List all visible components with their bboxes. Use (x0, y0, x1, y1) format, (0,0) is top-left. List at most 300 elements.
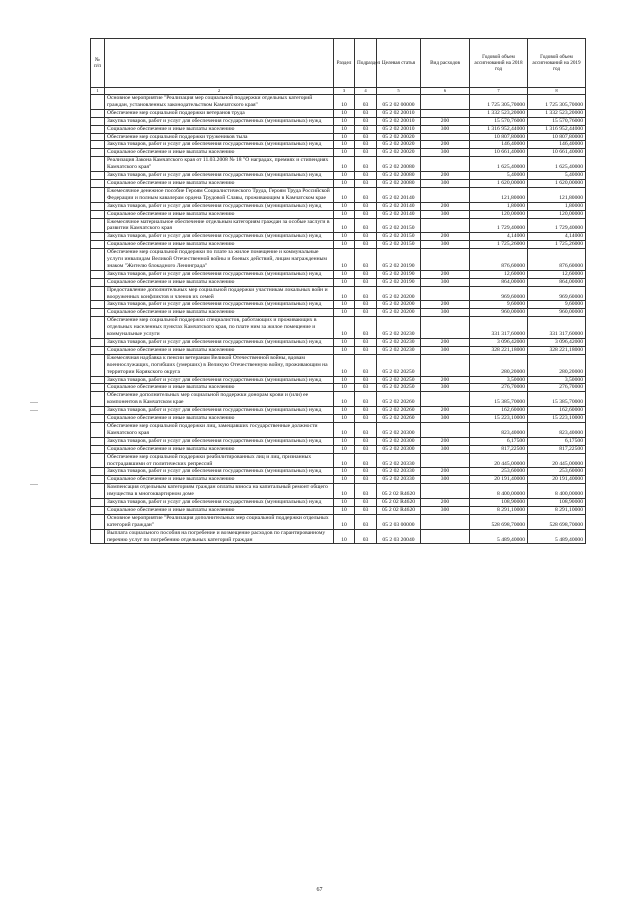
row-num-cell (91, 346, 105, 354)
row-name-cell: Ежемесячное материальное обеспечение отдельным категориям граждан за особые заслуги в развитии Камчатского края (105, 218, 334, 233)
row-num-cell (91, 270, 105, 278)
row-razdel-cell: 10 (334, 117, 355, 125)
row-podrazdel-cell: 03 (355, 384, 377, 392)
row-2018-amount-cell: 108,90000 (470, 499, 528, 507)
row-2018-amount-cell: 4,14000 (470, 233, 528, 241)
row-2019-amount-cell: 8 291,10000 (528, 506, 586, 514)
row-2018-amount-cell: 253,60000 (470, 468, 528, 476)
row-2018-amount-cell: 1 332 523,20000 (470, 109, 528, 117)
row-razdel-cell: 10 (334, 149, 355, 157)
row-target-article-cell: 05 2 02 20080 (377, 172, 421, 180)
row-2018-amount-cell: 10 661,40000 (470, 149, 528, 157)
row-2019-amount-cell: 15 223,10000 (528, 415, 586, 423)
row-expense-type-cell: 300 (421, 476, 470, 484)
row-razdel-cell: 10 (334, 157, 355, 172)
row-razdel-cell: 10 (334, 453, 355, 468)
row-razdel-cell: 10 (334, 476, 355, 484)
row-podrazdel-cell: 03 (355, 172, 377, 180)
row-expense-type-cell (421, 529, 470, 544)
row-expense-type-cell: 300 (421, 309, 470, 317)
row-name-cell: Социальное обеспечение и иные выплаты населению (105, 506, 334, 514)
row-num-cell (91, 376, 105, 384)
table-row (91, 415, 586, 423)
row-expense-type-cell (421, 157, 470, 172)
row-target-article-cell: 05 2 02 20010 (377, 125, 421, 133)
row-expense-type-cell (421, 109, 470, 117)
row-target-article-cell: 05 2 02 20150 (377, 233, 421, 241)
table-row (91, 210, 586, 218)
row-expense-type-cell: 200 (421, 339, 470, 347)
row-podrazdel-cell: 03 (355, 241, 377, 249)
row-razdel-cell: 10 (334, 354, 355, 376)
row-target-article-cell: 05 2 02 20300 (377, 437, 421, 445)
row-target-article-cell: 05 2 02 20190 (377, 278, 421, 286)
column-index: 3 (334, 88, 355, 95)
row-2019-amount-cell: 1 332 523,20000 (528, 109, 586, 117)
row-target-article-cell: 05 2 02 20300 (377, 445, 421, 453)
row-2018-amount-cell: 960,00000 (470, 309, 528, 317)
row-2019-amount-cell: 162,60000 (528, 407, 586, 415)
row-2019-amount-cell: 121,80000 (528, 187, 586, 202)
row-name-cell: Закупка товаров, работ и услуг для обеспечения государственных (муниципальных) нужд (105, 117, 334, 125)
row-num-cell (91, 468, 105, 476)
table-row (91, 384, 586, 392)
row-name-cell: Закупка товаров, работ и услуг для обеспечения государственных (муниципальных) нужд (105, 233, 334, 241)
row-2018-amount-cell: 969,60000 (470, 286, 528, 301)
row-podrazdel-cell: 03 (355, 218, 377, 233)
row-podrazdel-cell: 03 (355, 301, 377, 309)
row-expense-type-cell: 300 (421, 384, 470, 392)
row-name-cell: Закупка товаров, работ и услуг для обеспечения государственных (муниципальных) нужд (105, 376, 334, 384)
row-podrazdel-cell: 03 (355, 179, 377, 187)
row-name-cell: Социальное обеспечение и иные выплаты населению (105, 149, 334, 157)
row-razdel-cell: 10 (334, 339, 355, 347)
row-num-cell (91, 218, 105, 233)
row-razdel-cell: 10 (334, 506, 355, 514)
column-index: 6 (421, 88, 470, 95)
table-row (91, 437, 586, 445)
row-2018-amount-cell: 20 191,40000 (470, 476, 528, 484)
row-num-cell (91, 514, 105, 529)
row-2019-amount-cell: 3,50000 (528, 376, 586, 384)
margin-mark (30, 484, 38, 485)
row-name-cell: Социальное обеспечение и иные выплаты населению (105, 309, 334, 317)
row-2019-amount-cell: 4,14000 (528, 233, 586, 241)
row-2018-amount-cell: 1 725 305,70000 (470, 95, 528, 110)
header-year-2018: Годовой объем ассигнований на 2018 год (470, 39, 528, 88)
row-num-cell (91, 210, 105, 218)
row-num-cell (91, 384, 105, 392)
row-podrazdel-cell: 03 (355, 529, 377, 544)
row-razdel-cell: 10 (334, 309, 355, 317)
table-row (91, 468, 586, 476)
row-2019-amount-cell: 20 445,00000 (528, 453, 586, 468)
row-razdel-cell: 10 (334, 286, 355, 301)
row-target-article-cell: 05 2 02 20150 (377, 241, 421, 249)
row-podrazdel-cell: 03 (355, 95, 377, 110)
row-2019-amount-cell: 108,90000 (528, 499, 586, 507)
row-2018-amount-cell: 10 807,80000 (470, 133, 528, 141)
row-expense-type-cell: 200 (421, 202, 470, 210)
row-2018-amount-cell: 528 698,70000 (470, 514, 528, 529)
row-2019-amount-cell: 120,00000 (528, 210, 586, 218)
row-name-cell: Обеспечение мер социальной поддержки тружеников тыла (105, 133, 334, 141)
row-name-cell: Социальное обеспечение и иные выплаты населению (105, 210, 334, 218)
table-row (91, 529, 586, 544)
row-name-cell: Обеспечение мер социальной поддержки по плате за жилое помещение и коммунальные услуги инвалидам Великой Отечественной войны и боевых действий, лицам награжденным знаком "Жителю блокадного Ленинграда" (105, 249, 334, 271)
row-2018-amount-cell: 876,60000 (470, 249, 528, 271)
row-2019-amount-cell: 253,60000 (528, 468, 586, 476)
row-2018-amount-cell: 1 316 952,44000 (470, 125, 528, 133)
row-2019-amount-cell: 1 729,40000 (528, 218, 586, 233)
row-expense-type-cell (421, 422, 470, 437)
table-row (91, 233, 586, 241)
row-2018-amount-cell: 8 291,10000 (470, 506, 528, 514)
row-razdel-cell: 10 (334, 95, 355, 110)
row-target-article-cell: 05 2 02 00000 (377, 95, 421, 110)
row-target-article-cell: 05 2 02 20140 (377, 187, 421, 202)
row-target-article-cell: 05 2 02 20330 (377, 468, 421, 476)
row-expense-type-cell: 200 (421, 270, 470, 278)
row-razdel-cell: 10 (334, 233, 355, 241)
header-year-2019: Годовой объем ассигнований на 2019 год (528, 39, 586, 88)
row-2018-amount-cell: 120,00000 (470, 210, 528, 218)
row-expense-type-cell: 300 (421, 506, 470, 514)
table-row (91, 202, 586, 210)
row-target-article-cell: 05 2 02 20260 (377, 407, 421, 415)
row-podrazdel-cell: 03 (355, 445, 377, 453)
row-2018-amount-cell: 20 445,00000 (470, 453, 528, 468)
row-2019-amount-cell: 1 725,26000 (528, 241, 586, 249)
row-target-article-cell: 05 2 02 20190 (377, 270, 421, 278)
row-name-cell: Закупка товаров, работ и услуг для обеспечения государственных (муниципальных) нужд (105, 468, 334, 476)
row-expense-type-cell: 300 (421, 346, 470, 354)
table-row (91, 157, 586, 172)
table-row (91, 270, 586, 278)
table-row (91, 506, 586, 514)
table-row (91, 278, 586, 286)
row-2019-amount-cell: 15 385,70000 (528, 392, 586, 407)
row-podrazdel-cell: 03 (355, 109, 377, 117)
row-razdel-cell: 10 (334, 202, 355, 210)
table-row (91, 453, 586, 468)
row-num-cell (91, 317, 105, 339)
row-podrazdel-cell: 03 (355, 210, 377, 218)
row-2019-amount-cell: 146,40000 (528, 141, 586, 149)
row-name-cell: Закупка товаров, работ и услуг для обеспечения государственных (муниципальных) нужд (105, 202, 334, 210)
row-target-article-cell: 05 2 02 20020 (377, 133, 421, 141)
row-podrazdel-cell: 03 (355, 339, 377, 347)
row-expense-type-cell: 200 (421, 301, 470, 309)
row-expense-type-cell (421, 133, 470, 141)
row-expense-type-cell (421, 453, 470, 468)
table-row (91, 407, 586, 415)
row-name-cell: Закупка товаров, работ и услуг для обеспечения государственных (муниципальных) нужд (105, 339, 334, 347)
row-razdel-cell: 10 (334, 376, 355, 384)
row-target-article-cell: 05 2 02 20020 (377, 149, 421, 157)
row-num-cell (91, 202, 105, 210)
table-row (91, 286, 586, 301)
row-2019-amount-cell: 328 221,18000 (528, 346, 586, 354)
table-row (91, 484, 586, 499)
row-2018-amount-cell: 5 489,40000 (470, 529, 528, 544)
row-2019-amount-cell: 5,40000 (528, 172, 586, 180)
row-expense-type-cell: 300 (421, 179, 470, 187)
row-podrazdel-cell: 03 (355, 157, 377, 172)
table-row (91, 141, 586, 149)
row-podrazdel-cell: 03 (355, 125, 377, 133)
row-name-cell: Социальное обеспечение и иные выплаты населению (105, 278, 334, 286)
row-2019-amount-cell: 969,60000 (528, 286, 586, 301)
row-name-cell: Социальное обеспечение и иные выплаты населению (105, 415, 334, 423)
row-num-cell (91, 172, 105, 180)
row-2018-amount-cell: 1 620,00000 (470, 179, 528, 187)
row-name-cell: Закупка товаров, работ и услуг для обеспечения государственных (муниципальных) нужд (105, 172, 334, 180)
row-razdel-cell: 10 (334, 499, 355, 507)
row-num-cell (91, 179, 105, 187)
row-2018-amount-cell: 121,80000 (470, 187, 528, 202)
table-body (91, 95, 586, 544)
row-podrazdel-cell: 03 (355, 415, 377, 423)
row-name-cell: Ежемесячное денежное пособие Героям Социалистического Труда, Героям Труда Российской Федерации и полным кавалерам ордена Трудовой Славы, проживающим в Камчатском крае (105, 187, 334, 202)
row-num-cell (91, 309, 105, 317)
column-index: 5 (377, 88, 421, 95)
column-index: 8 (528, 88, 586, 95)
table-row (91, 346, 586, 354)
table-row (91, 445, 586, 453)
row-target-article-cell: 05 2 02 R4620 (377, 499, 421, 507)
row-num-cell (91, 415, 105, 423)
row-name-cell: Социальное обеспечение и иные выплаты населению (105, 346, 334, 354)
row-2019-amount-cell: 3 096,42000 (528, 339, 586, 347)
column-index: 1 (91, 88, 105, 95)
row-2019-amount-cell: 280,20000 (528, 354, 586, 376)
row-2018-amount-cell: 12,60000 (470, 270, 528, 278)
row-num-cell (91, 149, 105, 157)
row-num-cell (91, 141, 105, 149)
row-expense-type-cell: 200 (421, 172, 470, 180)
row-num-cell (91, 278, 105, 286)
table-row (91, 172, 586, 180)
row-podrazdel-cell: 03 (355, 346, 377, 354)
row-2019-amount-cell: 1 625,40000 (528, 157, 586, 172)
row-podrazdel-cell: 03 (355, 233, 377, 241)
table-row (91, 218, 586, 233)
row-razdel-cell: 10 (334, 407, 355, 415)
row-num-cell (91, 392, 105, 407)
row-target-article-cell: 05 2 03 20040 (377, 529, 421, 544)
row-2018-amount-cell: 15 223,10000 (470, 415, 528, 423)
row-podrazdel-cell: 03 (355, 499, 377, 507)
row-2019-amount-cell: 817,22500 (528, 445, 586, 453)
row-2018-amount-cell: 331 317,60000 (470, 317, 528, 339)
row-razdel-cell: 10 (334, 384, 355, 392)
row-expense-type-cell: 300 (421, 149, 470, 157)
row-target-article-cell: 05 2 02 20230 (377, 346, 421, 354)
row-2019-amount-cell: 823,40000 (528, 422, 586, 437)
row-razdel-cell: 10 (334, 218, 355, 233)
row-name-cell: Закупка товаров, работ и услуг для обеспечения государственных (муниципальных) нужд (105, 301, 334, 309)
row-expense-type-cell (421, 249, 470, 271)
row-target-article-cell: 05 2 02 20260 (377, 392, 421, 407)
row-expense-type-cell (421, 218, 470, 233)
column-index: 4 (355, 88, 377, 95)
margin-mark (30, 402, 38, 403)
row-podrazdel-cell: 03 (355, 187, 377, 202)
row-2018-amount-cell: 8 400,00000 (470, 484, 528, 499)
row-2019-amount-cell: 1,80000 (528, 202, 586, 210)
row-expense-type-cell: 200 (421, 499, 470, 507)
row-target-article-cell: 05 2 02 R4620 (377, 506, 421, 514)
row-num-cell (91, 445, 105, 453)
row-name-cell: Обеспечение дополнительных мер социальной поддержки донорам крови и (или) ее компонентов в Камчатском крае (105, 392, 334, 407)
row-expense-type-cell: 200 (421, 233, 470, 241)
row-razdel-cell: 10 (334, 468, 355, 476)
row-expense-type-cell (421, 392, 470, 407)
page-number: 67 (316, 887, 323, 893)
row-2018-amount-cell: 1,80000 (470, 202, 528, 210)
row-razdel-cell: 10 (334, 109, 355, 117)
row-num-cell (91, 476, 105, 484)
row-razdel-cell: 10 (334, 392, 355, 407)
header-expense-type: Вид расходов (421, 39, 470, 88)
row-num-cell (91, 354, 105, 376)
row-expense-type-cell: 300 (421, 125, 470, 133)
row-target-article-cell: 05 2 02 20200 (377, 286, 421, 301)
header-razdel: Раздел (334, 39, 355, 88)
row-podrazdel-cell: 03 (355, 506, 377, 514)
row-2019-amount-cell: 6,17500 (528, 437, 586, 445)
row-expense-type-cell: 200 (421, 117, 470, 125)
row-2018-amount-cell: 817,22500 (470, 445, 528, 453)
row-expense-type-cell (421, 286, 470, 301)
row-target-article-cell: 05 2 02 20200 (377, 309, 421, 317)
row-target-article-cell: 05 2 02 20140 (377, 202, 421, 210)
table-row (91, 241, 586, 249)
row-num-cell (91, 339, 105, 347)
row-razdel-cell: 10 (334, 172, 355, 180)
row-expense-type-cell (421, 95, 470, 110)
row-name-cell: Обеспечение мер социальной поддержки реабилитированных лиц и лиц, признанных пострадавшими от политических репрессий (105, 453, 334, 468)
row-expense-type-cell: 300 (421, 415, 470, 423)
row-2019-amount-cell: 331 317,60000 (528, 317, 586, 339)
row-podrazdel-cell: 03 (355, 117, 377, 125)
row-name-cell: Закупка товаров, работ и услуг для обеспечения государственных (муниципальных) нужд (105, 270, 334, 278)
table-row (91, 187, 586, 202)
row-razdel-cell: 10 (334, 415, 355, 423)
row-expense-type-cell (421, 484, 470, 499)
row-2019-amount-cell: 1 620,00000 (528, 179, 586, 187)
row-target-article-cell: 05 2 02 20200 (377, 301, 421, 309)
row-podrazdel-cell: 03 (355, 286, 377, 301)
row-num-cell (91, 484, 105, 499)
margin-mark (30, 410, 38, 411)
row-2019-amount-cell: 5 489,40000 (528, 529, 586, 544)
row-razdel-cell: 10 (334, 445, 355, 453)
row-target-article-cell: 05 2 02 20010 (377, 109, 421, 117)
row-podrazdel-cell: 03 (355, 133, 377, 141)
row-podrazdel-cell: 03 (355, 476, 377, 484)
header-podrazdel: Подраздел (355, 39, 377, 88)
row-razdel-cell: 10 (334, 141, 355, 149)
table-row (91, 354, 586, 376)
table-row (91, 125, 586, 133)
row-2018-amount-cell: 823,40000 (470, 422, 528, 437)
row-podrazdel-cell: 03 (355, 376, 377, 384)
table-row (91, 117, 586, 125)
row-podrazdel-cell: 03 (355, 270, 377, 278)
row-podrazdel-cell: 03 (355, 437, 377, 445)
row-num-cell (91, 407, 105, 415)
row-2019-amount-cell: 8 400,00000 (528, 484, 586, 499)
row-razdel-cell: 10 (334, 278, 355, 286)
row-2019-amount-cell: 876,60000 (528, 249, 586, 271)
row-name-cell: Основное мероприятие "Реализация мер социальной поддержки отдельных категорий граждан, установленных законодательством Камчатского края" (105, 95, 334, 110)
table-row (91, 309, 586, 317)
row-2019-amount-cell: 10 661,40000 (528, 149, 586, 157)
row-name-cell: Социальное обеспечение и иные выплаты населению (105, 241, 334, 249)
column-index: 7 (470, 88, 528, 95)
row-razdel-cell: 10 (334, 346, 355, 354)
row-expense-type-cell: 200 (421, 141, 470, 149)
row-num-cell (91, 437, 105, 445)
row-2018-amount-cell: 3 096,42000 (470, 339, 528, 347)
row-2019-amount-cell: 528 698,70000 (528, 514, 586, 529)
row-razdel-cell: 10 (334, 437, 355, 445)
row-name-cell: Закупка товаров, работ и услуг для обеспечения государственных (муниципальных) нужд (105, 499, 334, 507)
row-target-article-cell: 05 2 02 20260 (377, 415, 421, 423)
row-2018-amount-cell: 15 385,70000 (470, 392, 528, 407)
table-row (91, 422, 586, 437)
row-2018-amount-cell: 280,20000 (470, 354, 528, 376)
row-razdel-cell: 10 (334, 187, 355, 202)
row-razdel-cell: 10 (334, 179, 355, 187)
row-num-cell (91, 499, 105, 507)
header-target-article: Целевая статья (377, 39, 421, 88)
header-num: № п/п (91, 39, 105, 88)
row-num-cell (91, 241, 105, 249)
row-name-cell: Предоставление дополнительных мер социальной поддержки участникам локальных войн и вооруженных конфликтов и членов их семей (105, 286, 334, 301)
row-podrazdel-cell: 03 (355, 309, 377, 317)
row-num-cell (91, 301, 105, 309)
row-expense-type-cell: 200 (421, 376, 470, 384)
table-header-row (91, 39, 586, 88)
row-num-cell (91, 506, 105, 514)
row-expense-type-cell (421, 187, 470, 202)
row-num-cell (91, 422, 105, 437)
row-razdel-cell: 10 (334, 241, 355, 249)
row-target-article-cell: 05 2 02 20250 (377, 354, 421, 376)
row-2018-amount-cell: 3,50000 (470, 376, 528, 384)
row-num-cell (91, 249, 105, 271)
row-name-cell: Социальное обеспечение и иные выплаты населению (105, 476, 334, 484)
row-expense-type-cell: 300 (421, 241, 470, 249)
row-2018-amount-cell: 9,60000 (470, 301, 528, 309)
row-2019-amount-cell: 12,60000 (528, 270, 586, 278)
row-2018-amount-cell: 1 625,40000 (470, 157, 528, 172)
row-name-cell: Обеспечение мер социальной поддержки ветеранов труда (105, 109, 334, 117)
table-row (91, 249, 586, 271)
row-target-article-cell: 05 2 02 R4620 (377, 484, 421, 499)
table-row (91, 109, 586, 117)
row-name-cell: Социальное обеспечение и иные выплаты населению (105, 384, 334, 392)
row-2018-amount-cell: 146,40000 (470, 141, 528, 149)
table-row (91, 392, 586, 407)
table-row (91, 514, 586, 529)
row-2019-amount-cell: 15 570,76000 (528, 117, 586, 125)
row-expense-type-cell: 300 (421, 445, 470, 453)
table-row (91, 317, 586, 339)
